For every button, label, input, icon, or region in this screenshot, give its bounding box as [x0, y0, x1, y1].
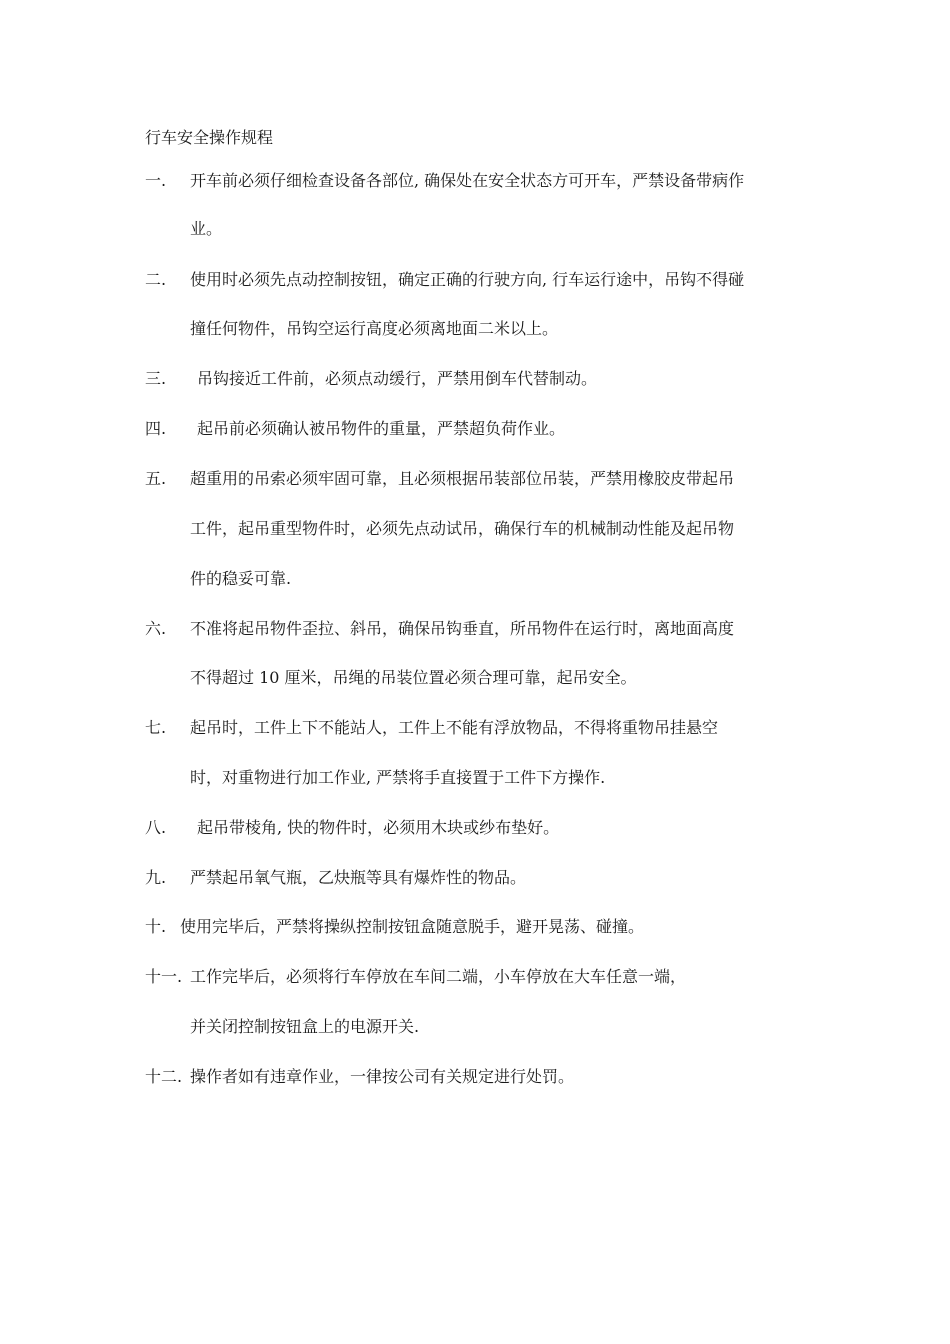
item-text-line: 件的稳妥可靠.	[190, 569, 292, 588]
item-text-line: 严禁起吊氧气瓶，乙炔瓶等具有爆炸性的物品。	[190, 868, 527, 887]
item-text-line: 超重用的吊索必须牢固可靠，且必须根据吊装部位吊装，严禁用橡胶皮带起吊	[190, 469, 735, 488]
item-text-line: 起吊带棱角, 快的物件时，必须用木块或纱布垫好。	[197, 818, 560, 837]
item-text-line: 撞任何物件，吊钩空运行高度必须离地面二米以上。	[190, 319, 559, 338]
document-title: 行车安全操作规程	[145, 128, 274, 147]
item-number: 十.	[145, 917, 167, 936]
item-number: 四.	[145, 419, 167, 438]
item-number: 二.	[145, 270, 167, 289]
item-text-line: 并关闭控制按钮盒上的电源开关.	[190, 1017, 420, 1036]
item-number: 六.	[145, 619, 167, 638]
item-text-line: 时，对重物进行加工作业, 严禁将手直接置于工件下方操作.	[190, 768, 606, 787]
item-number: 三.	[145, 369, 167, 388]
item-text-line: 起吊前必须确认被吊物件的重量，严禁超负荷作业。	[197, 419, 566, 438]
item-text-line: 工件，起吊重型物件时，必须先点动试吊，确保行车的机械制动性能及起吊物	[190, 519, 735, 538]
item-text-line: 使用时必须先点动控制按钮，确定正确的行驶方向, 行车运行途中，吊钩不得碰	[190, 270, 745, 289]
item-text-line: 起吊时，工件上下不能站人，工件上不能有浮放物品，不得将重物吊挂悬空	[190, 718, 719, 737]
item-text-line: 操作者如有违章作业，一律按公司有关规定进行处罚。	[190, 1067, 575, 1086]
item-number: 一.	[145, 171, 167, 190]
item-text-line: 使用完毕后，严禁将操纵控制按钮盒随意脱手，避开晃荡、碰撞。	[180, 917, 645, 936]
item-text-line: 工作完毕后，必须将行车停放在车间二端，小车停放在大车任意一端，	[190, 967, 687, 986]
item-text-line: 吊钩接近工件前，必须点动缓行，严禁用倒车代替制动。	[197, 369, 598, 388]
item-number: 九.	[145, 868, 167, 887]
item-number: 七.	[145, 718, 167, 737]
item-text-line: 不得超过 10 厘米，吊绳的吊装位置必须合理可靠，起吊安全。	[190, 668, 637, 687]
item-number: 五.	[145, 469, 167, 488]
item-number: 十一.	[145, 967, 183, 986]
item-number: 八.	[145, 818, 167, 837]
item-number: 十二.	[145, 1067, 183, 1086]
item-text-line: 不准将起吊物件歪拉、斜吊，确保吊钩垂直，所吊物件在运行时，离地面高度	[190, 619, 735, 638]
item-text-line: 业。	[190, 219, 223, 238]
item-text-line: 开车前必须仔细检查设备各部位, 确保处在安全状态方可开车，严禁设备带病作	[190, 171, 745, 190]
